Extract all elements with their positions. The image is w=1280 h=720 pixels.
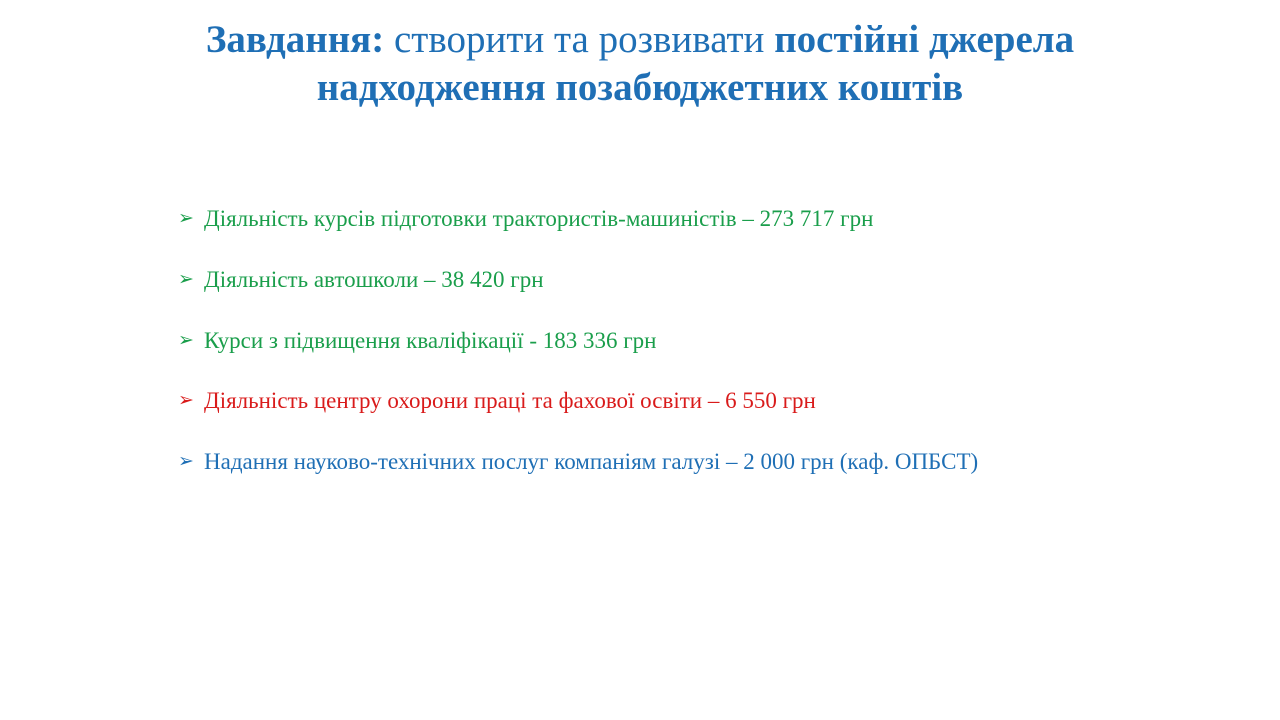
list-item-label: Діяльність автошколи – 38 420 грн <box>204 266 544 292</box>
title-text-1: створити та розвивати <box>384 18 775 61</box>
list-item-label: Курси з підвищення кваліфікації - 183 336 грн <box>204 327 657 353</box>
arrow-bullet-icon: ➢ <box>178 267 194 290</box>
arrow-bullet-icon: ➢ <box>178 328 194 351</box>
arrow-bullet-icon: ➢ <box>178 389 194 412</box>
title-emphasis-1: постійні джерела <box>774 18 1075 61</box>
title-emphasis-2: надходження позабюджетних коштів <box>316 65 964 109</box>
bullet-list <box>178 205 1178 509</box>
list-item-label: Надання науково-технічних послуг компаніям галузі – 2 000 грн (каф. ОПБСТ) <box>204 449 979 474</box>
list-item-label: Діяльність центру охорони праці та фахової освіти – 6 550 грн <box>204 388 816 414</box>
arrow-bullet-icon: ➢ <box>178 207 194 229</box>
list-item <box>178 327 1178 356</box>
title-keyword: Завдання: <box>205 18 385 61</box>
title-line-2 <box>60 64 1220 112</box>
page-title <box>60 16 1220 111</box>
list-item <box>178 387 1178 416</box>
list-item <box>178 205 1178 234</box>
list-item <box>178 266 1178 295</box>
arrow-bullet-icon: ➢ <box>178 450 194 472</box>
list-item-label: Діяльність курсів підготовки трактористів-машиністів – 273 717 грн <box>204 206 874 231</box>
list-item <box>178 448 1178 477</box>
title-line-1 <box>60 16 1220 64</box>
